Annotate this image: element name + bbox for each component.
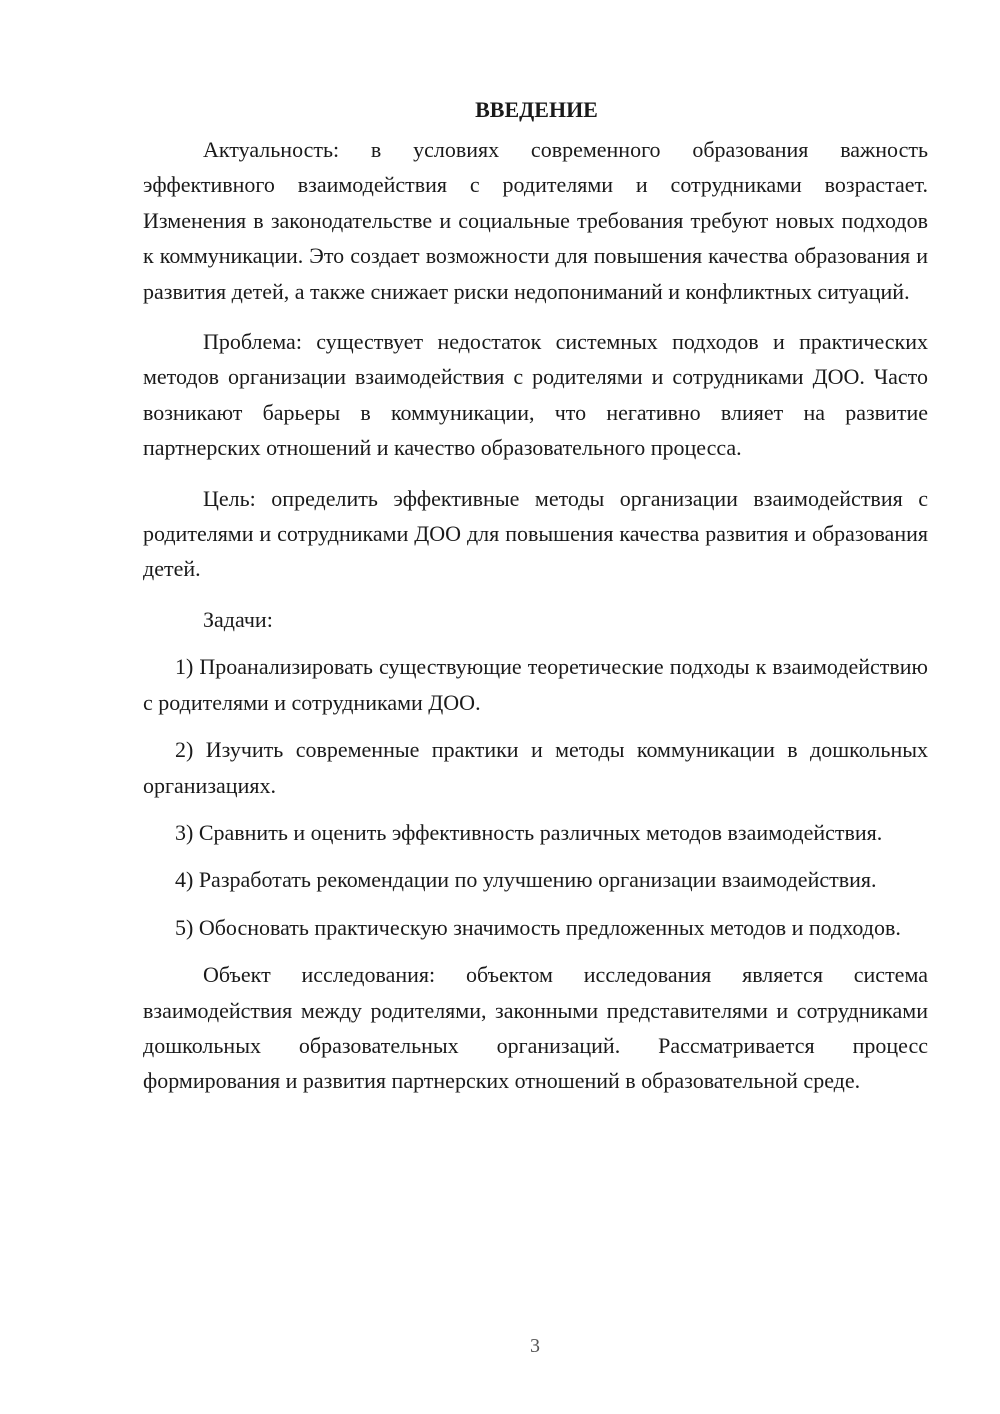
page-content [143,92,928,1099]
task-item-4: 4) Разработать рекомендации по улучшению организации взаимодействия. [175,867,877,893]
goal-paragraph: Цель: определить эффективные методы организации взаимодействия с родителями и сотрудниками ДОО для повышения качества развития и образования детей. [143,485,928,582]
object-paragraph: Объект исследования: объектом исследования является система взаимодействия между родителями, законными представителями и сотрудниками дошкольных образовательных организаций. Рассматривается процесс формирования и развития партнерских отношений в образовательной среде. [143,962,928,1094]
task-item-3: 3) Сравнить и оценить эффективность различных методов взаимодействия. [175,819,883,845]
task-item-2: 2) Изучить современные практики и методы коммуникации в дошкольных организациях. [143,737,928,798]
section-title: ВВЕДЕНИЕ [475,97,598,122]
relevance-paragraph: Актуальность: в условиях современного образования важность эффективного взаимодействия с родителями и сотрудниками возрастает. Изменения в законодательстве и социальные требования требуют новых подходов к коммуникации. Это создает возможности для повышения качества образования и развития детей, а также снижает риски недопониманий и конфликтных ситуаций. [143,137,928,304]
page-number: 3 [530,1335,540,1357]
task-item-5: 5) Обосновать практическую значимость предложенных методов и подходов. [175,914,901,940]
task-item-1: 1) Проанализировать существующие теоретические подходы к взаимодействию с родителями и сотрудниками ДОО. [143,654,928,715]
problem-paragraph: Проблема: существует недостаток системных подходов и практических методов организации взаимодействия с родителями и сотрудниками ДОО. Часто возникают барьеры в коммуникации, что негативно влияет на развитие партнерских отношений и качество образовательного процесса. [143,329,928,461]
tasks-heading: Задачи: [203,606,273,632]
